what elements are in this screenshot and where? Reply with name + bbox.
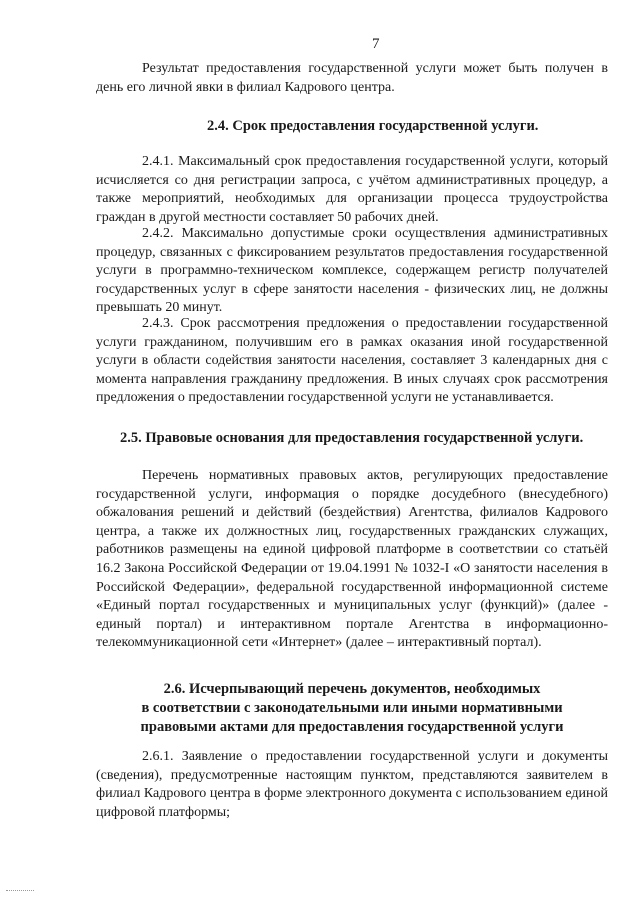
section-2-5-heading: 2.5. Правовые основания для предоставления государственной услуги. [120,430,584,446]
page-number: 7 [372,36,380,52]
section-2-6-heading [96,680,608,737]
paragraph-2-4-2: 2.4.2. Максимально допустимые сроки осуществления административных процедур, связанных с фиксированием результатов предоставления государственной услуги в программно-техническом комплексе, содержащем регистр получателей государственных услуг в сфере занятости населения - физических лиц, не должны превышать 20 минут. [96,226,608,316]
paragraph-2-4-1: 2.4.1. Максимальный срок предоставления государственной услуги, который исчисляется со дня регистрации запроса, с учётом административных процедур, а также мероприятий, необходимых для организации процесса трудоустройства граждан в другой местности составляет 50 рабочих дней. [96,154,608,225]
section-2-6-heading-line-2: в соответствии с законодательными или иными нормативными [141,700,563,716]
intro-paragraph: Результат предоставления государственной услуги может быть получен в день его личной явки в филиал Кадрового центра. [96,61,608,95]
paragraph-2-6-1: 2.6.1. Заявление о предоставлении государственной услуги и документы (сведения), предусмотренные настоящим пунктом, представляются заявителем в филиал Кадрового центра в форме электронного документа с использованием единой цифровой платформы; [96,749,608,820]
section-2-4-heading: 2.4. Срок предоставления государственной услуги. [207,118,539,134]
scan-artifact [6,888,34,891]
section-2-6-heading-line-1: 2.6. Исчерпывающий перечень документов, необходимых [163,681,541,697]
paragraph-2-4-3: 2.4.3. Срок рассмотрения предложения о предоставлении государственной услуги гражданином, получившим его в рамках оказания иной государственной услуги в области содействия занятости населения, составляет 3 календарных дня с момента направления гражданину предложения. В иных случаях срок рассмотрения предложения о предоставлении государственной услуги не устанавливается. [96,316,608,406]
section-2-6-heading-line-3: правовыми актами для предоставления государственной услуги [140,719,564,735]
paragraph-2-5: Перечень нормативных правовых актов, регулирующих предоставление государственной услуги, информация о порядке досудебного (внесудебного) обжалования решений и действий (бездействия) Агентства, филиалов Кадрового центра, а также их должностных лиц, государственных гражданских служащих, работников размещены на единой цифровой платформе в соответствии со статьёй 16.2 Закона Российской Федерации от 19.04.1991 № 1032-I «О занятости населения в Российской Федерации», федеральной государственной информационной системе «Единый портал государственных и муниципальных услуг (функций)» (далее - единый портал) и интерактивном портале Агентства в информационно-телекоммуникационной сети «Интернет» (далее – интерактивный портал). [96,468,608,651]
